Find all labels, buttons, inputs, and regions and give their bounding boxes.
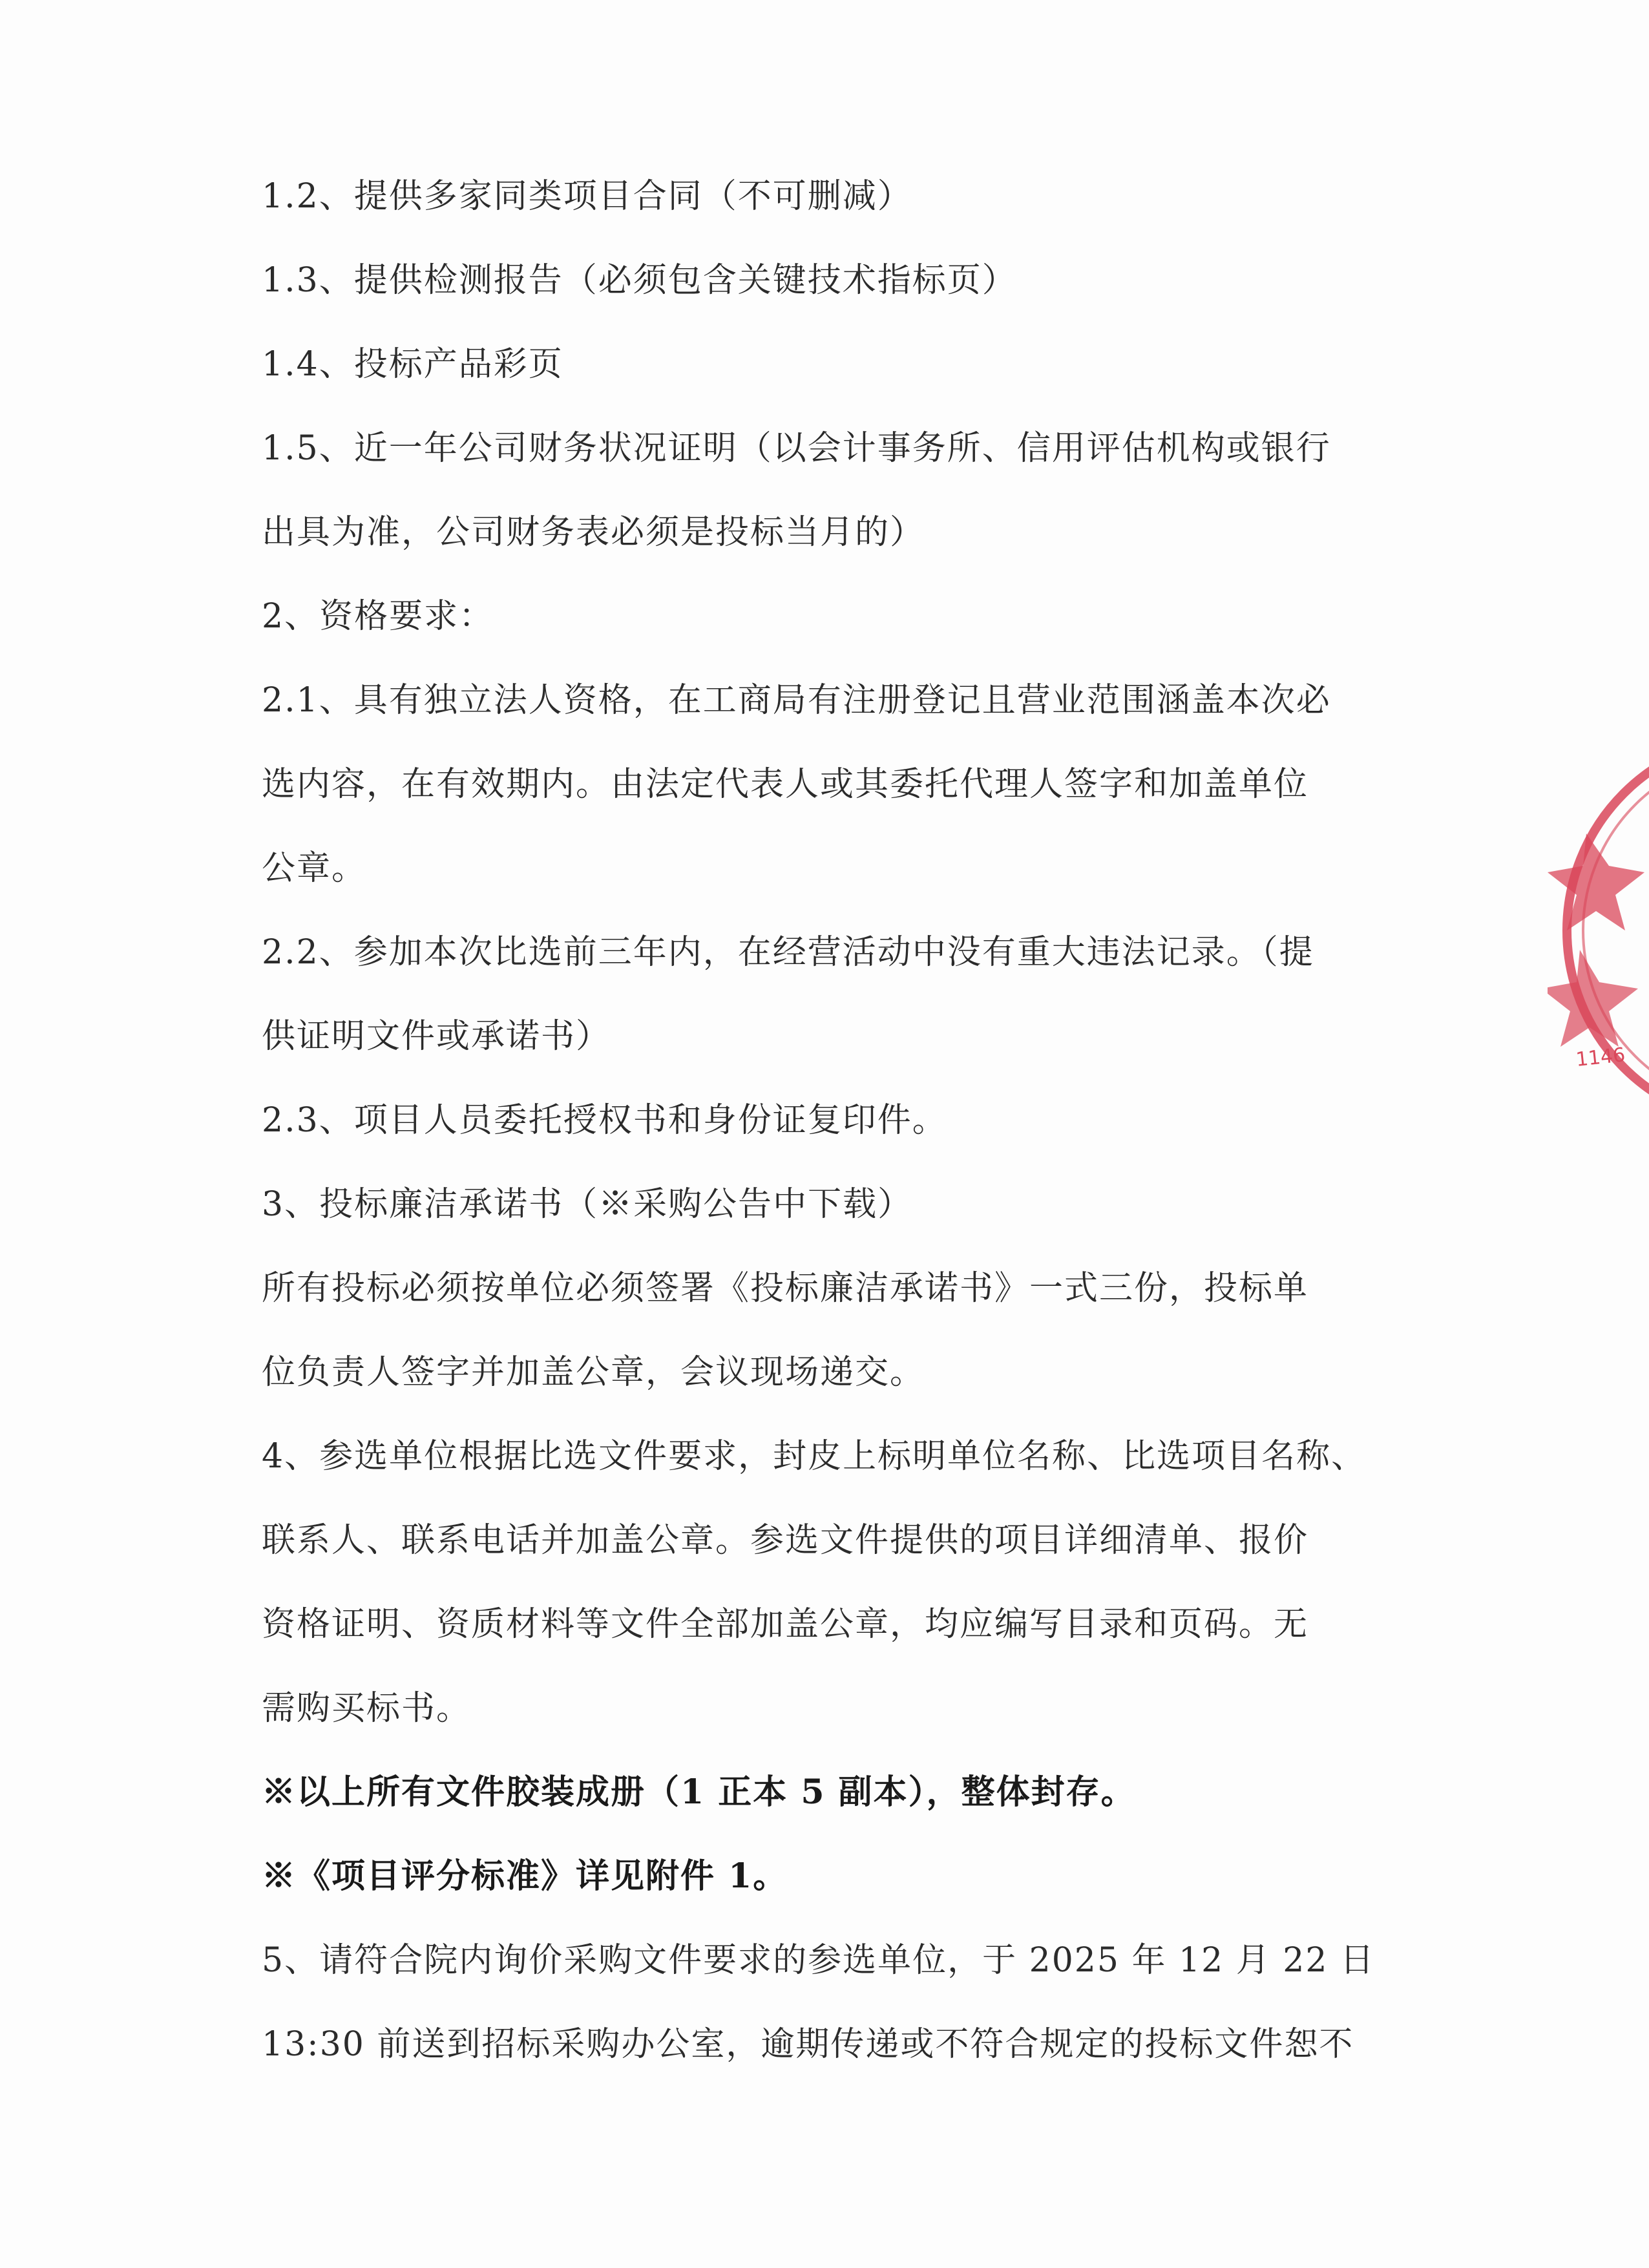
line-2-2: 2.2、参加本次比选前三年内，在经营活动中没有重大违法记录。（提: [262, 933, 1314, 972]
line-2-1: 2.1、具有独立法人资格，在工商局有注册登记且营业范围涵盖本次必: [262, 681, 1331, 720]
line-4-cont-1: 联系人、联系电话并加盖公章。参选文件提供的项目详细清单、报价: [262, 1521, 1309, 1560]
line-4-end: 需购买标书。: [262, 1689, 472, 1728]
line-1-4: 1.4、投标产品彩页: [262, 345, 563, 384]
seal-number-text: 1146: [1575, 1044, 1626, 1071]
line-2-1-end: 公章。: [262, 849, 367, 888]
note-binding: ※以上所有文件胶装成册（1 正本 5 副本），整体封存。: [262, 1772, 1136, 1812]
official-seal-fragment: [1548, 756, 1649, 1105]
line-3-body: 所有投标必须按单位必须签署《投标廉洁承诺书》一式三份，投标单: [262, 1269, 1309, 1308]
line-1-5-cont: 出具为准，公司财务表必须是投标当月的）: [262, 513, 925, 552]
line-3-heading: 3、投标廉洁承诺书（※采购公告中下载）: [262, 1185, 913, 1224]
line-1-5: 1.5、近一年公司财务状况证明（以会计事务所、信用评估机构或银行: [262, 429, 1331, 468]
line-5: 5、请符合院内询价采购文件要求的参选单位，于 2025 年 12 月 22 日: [262, 1941, 1375, 1980]
line-3-body-cont: 位负责人签字并加盖公章，会议现场递交。: [262, 1353, 925, 1392]
line-2-1-cont: 选内容，在有效期内。由法定代表人或其委托代理人签字和加盖单位: [262, 765, 1309, 804]
line-2-2-cont: 供证明文件或承诺书）: [262, 1017, 611, 1056]
line-4-cont-2: 资格证明、资质材料等文件全部加盖公章，均应编写目录和页码。无: [262, 1605, 1309, 1644]
note-scoring: ※《项目评分标准》详见附件 1。: [262, 1856, 788, 1896]
line-5-cont: 13:30 前送到招标采购办公室，逾期传递或不符合规定的投标文件恕不: [262, 2025, 1354, 2064]
line-2-3: 2.3、项目人员委托授权书和身份证复印件。: [262, 1101, 947, 1140]
line-2-heading: 2、资格要求：: [262, 597, 494, 636]
line-1-2: 1.2、提供多家同类项目合同（不可删减）: [262, 177, 912, 216]
line-1-3: 1.3、提供检测报告（必须包含关键技术指标页）: [262, 261, 1017, 300]
line-4: 4、参选单位根据比选文件要求，封皮上标明单位名称、比选项目名称、: [262, 1437, 1367, 1476]
